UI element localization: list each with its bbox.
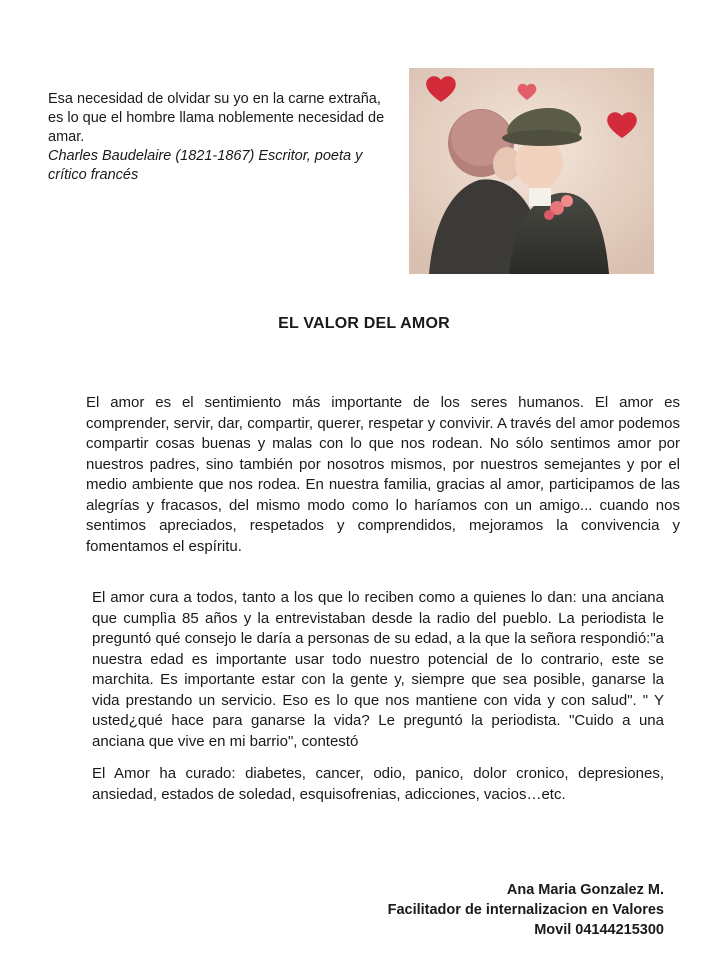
quote-attribution: Charles Baudelaire (1821-1867) Escritor, poeta y crítico francés [48, 148, 363, 183]
signature-name: Ana Maria Gonzalez M. [506, 882, 664, 898]
quote-block [48, 90, 393, 185]
page-title: EL VALOR DEL AMOR [278, 315, 450, 332]
signature-role: Facilitador de internalizacion en Valores [387, 902, 664, 918]
children-kissing-photo [409, 68, 654, 274]
paragraph-3: El Amor ha curado: diabetes, cancer, odio, panico, dolor cronico, depresiones, ansiedad, estados de soledad, esquisofrenias, adicciones, vacios…etc. [92, 765, 664, 803]
signature-block [388, 880, 664, 940]
paragraph-1: El amor es el sentimiento más importante de los seres humanos. El amor es comprender, servir, dar, compartir, querer, respetar y convivir. A través del amor podemos compartir cosas buenas y malas con lo que nos rodean. No sólo sentimos amor por nuestros padres, sino también por nosotros mismos, por nuestros semejantes y por el medio ambiente que nos rodea. En nuestra familia, gracias al amor, participamos de las alegrías y fracasos, del mismo modo como lo haríamos con un amigo... cuando nos sentimos apreciados, respetados y comprendidos, mejoramos la convivencia y fomentamos el espíritu. [86, 394, 680, 555]
paragraph-2: El amor cura a todos, tanto a los que lo reciben como a quienes lo dan: una anciana que cumplìa 85 años y la entrevistaban desde la radio del pueblo. La periodista le preguntó qué consejo le daría a personas de su edad, a la que la señora respondió:"a nuestra edad es importante usar todo nuestro potencial de lo contrario, este se marchita. Es importante estar con la gente y, siempre que sea posible, ganarse la vida prestando un servicio. Eso es lo que nos mantiene con vida y con salud". " Y usted¿qué hace para ganarse la vida? Le preguntó la periodista. "Cuido a una anciana que vive en mi barrio", contestó [92, 589, 664, 750]
signature-phone: Movil 04144215300 [534, 922, 664, 938]
quote-text: Esa necesidad de olvidar su yo en la carne extraña, es lo que el hombre llama noblemente necesidad de amar. [48, 91, 385, 145]
